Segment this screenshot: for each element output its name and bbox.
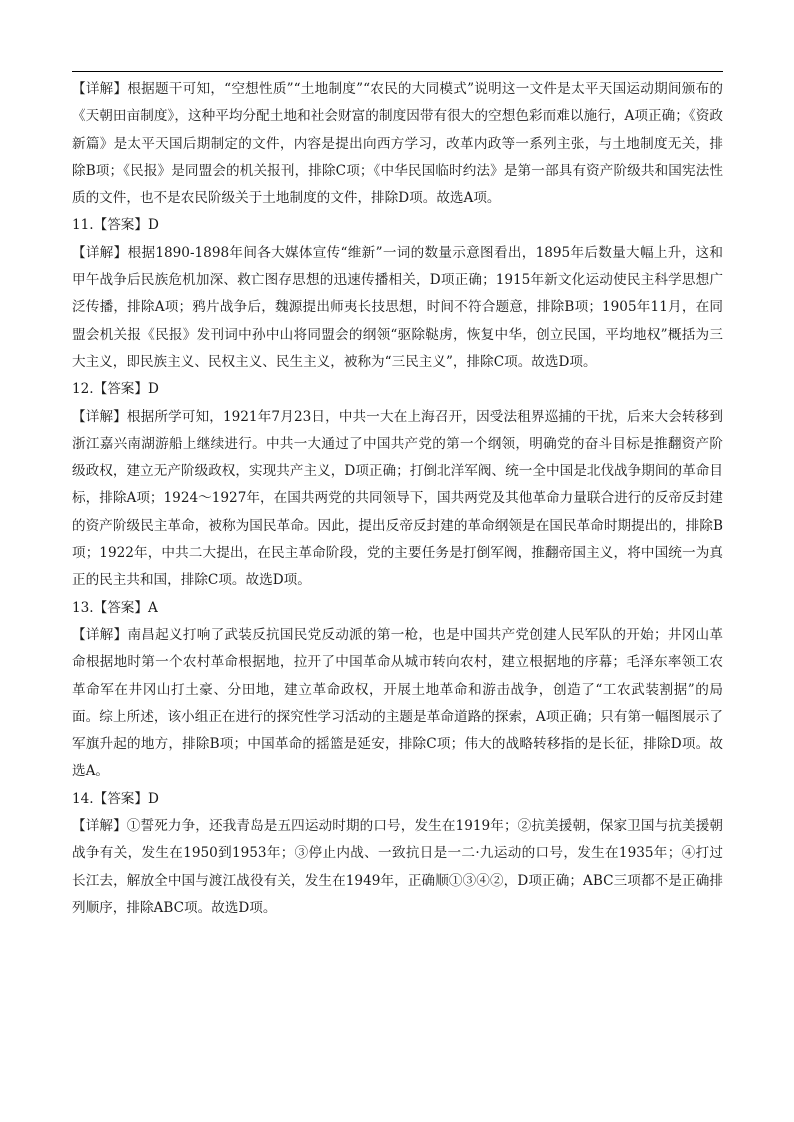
answer-11 bbox=[72, 212, 723, 239]
question-number: 14. bbox=[72, 790, 94, 807]
explanation-13 bbox=[72, 622, 723, 786]
answer-tag: 【答案】 bbox=[93, 381, 148, 398]
explanation-12 bbox=[72, 404, 723, 595]
explanation-10 bbox=[72, 76, 723, 212]
answer-value: D bbox=[148, 217, 159, 234]
explain-tag: 【详解】 bbox=[72, 626, 128, 643]
answer-value: D bbox=[148, 790, 159, 807]
explain-tag: 【详解】 bbox=[72, 244, 128, 261]
answer-tag: 【答案】 bbox=[93, 790, 148, 807]
explain-text: 根据题干可知，“空想性质”“土地制度”“农民的大同模式”说明这一文件是太平天国运动期间颁布的《天朝田亩制度》，这种平均分配土地和社会财富的制度因带有很大的空想色彩而难以施行，A项正确；《资政新篇》是太平天国后期制定的文件，内容是提出向西方学习，改革内政等一系列主张，与土地制度无关，排除B项；《民报》是同盟会的机关报刊，排除C项；《中华民国临时约法》是第一部具有资产阶级共和国宪法性质的文件，也不是农民阶级关于土地制度的文件，排除D项。故选A项。 bbox=[72, 81, 723, 207]
explain-tag: 【详解】 bbox=[72, 818, 127, 835]
question-number: 12. bbox=[72, 381, 94, 398]
explain-text: 根据所学可知，1921年7月23日，中共一大在上海召开，因受法租界巡捕的干扰，后来大会转移到浙江嘉兴南湖游船上继续进行。中共一大通过了中国共产党的第一个纲领，明确党的奋斗目标是推翻资产阶级政权，建立无产阶级政权，实现共产主义，D项正确；打倒北洋军阀、统一全中国是北伐战争期间的革命目标，排除A项；1924～1927年，在国共两党的共同领导下，国共两党及其他革命力量联合进行的反帝反封建的资产阶级民主革命，被称为国民革命。因此，提出反帝反封建的革命纲领是在国民革命时期提出的，排除B项；1922年，中共二大提出，在民主革命阶段，党的主要任务是打倒军阀，推翻帝国主义，将中国统一为真正的民主共和国，排除C项。故选D项。 bbox=[72, 408, 723, 589]
explanation-11 bbox=[72, 240, 723, 376]
answer-13 bbox=[72, 595, 723, 622]
answer-value: A bbox=[148, 599, 158, 616]
explain-text: 南昌起义打响了武装反抗国民党反动派的第一枪，也是中国共产党创建人民军队的开始；井冈山革命根据地时第一个农村革命根据地，拉开了中国革命从城市转向农村，建立根据地的序幕；毛泽东率领工农革命军在井冈山打土豪、分田地，建立革命政权，开展土地革命和游击战争，创造了“工农武装割据”的局面。综上所述，该小组正在进行的探究性学习活动的主题是革命道路的探索，A项正确；只有第一幅图展示了军旗升起的地方，排除B项；中国革命的摇篮是延安，排除C项；伟大的战略转移指的是长征，排除D项。故选A。 bbox=[72, 626, 724, 780]
answer-tag: 【答案】 bbox=[93, 217, 148, 234]
explain-text: 根据1890-1898年间各大媒体宣传“维新”一词的数量示意图看出，1895年后数量大幅上升，这和甲午战争后民族危机加深、救亡图存思想的迅速传播相关，D项正确；1915年新文化运动使民主科学思想广泛传播，排除A项；鸦片战争后，魏源提出师夷长技思想，时间不符合题意，排除B项；1905年11月，在同盟会机关报《民报》发刊词中孙中山将同盟会的纲领“驱除鞑虏，恢复中华，创立民国，平均地权”概括为三大主义，即民族主义、民权主义、民生主义，被称为“三民主义”，排除C项。故选D项。 bbox=[72, 244, 723, 370]
question-number: 11. bbox=[72, 217, 94, 234]
answer-tag: 【答案】 bbox=[93, 599, 148, 616]
explain-tag: 【详解】 bbox=[72, 408, 127, 425]
answer-12 bbox=[72, 376, 723, 403]
answer-explanations bbox=[72, 76, 723, 922]
header-rule bbox=[72, 71, 723, 72]
explain-text: ①誓死力争，还我青岛是五四运动时期的口号，发生在1919年；②抗美援朝，保家卫国与抗美援朝战争有关，发生在1950到1953年；③停止内战、一致抗日是一二·九运动的口号，发生在1935年；④打过长江去，解放全中国与渡江战役有关，发生在1949年，正确顺①③④②，D项正确；ABC三项都不是正确排列顺序，排除ABC项。故选D项。 bbox=[72, 818, 724, 916]
answer-14 bbox=[72, 786, 723, 813]
explain-tag: 【详解】 bbox=[72, 81, 128, 97]
answer-value: D bbox=[148, 381, 159, 398]
explanation-14 bbox=[72, 813, 723, 922]
question-number: 13. bbox=[72, 599, 94, 616]
